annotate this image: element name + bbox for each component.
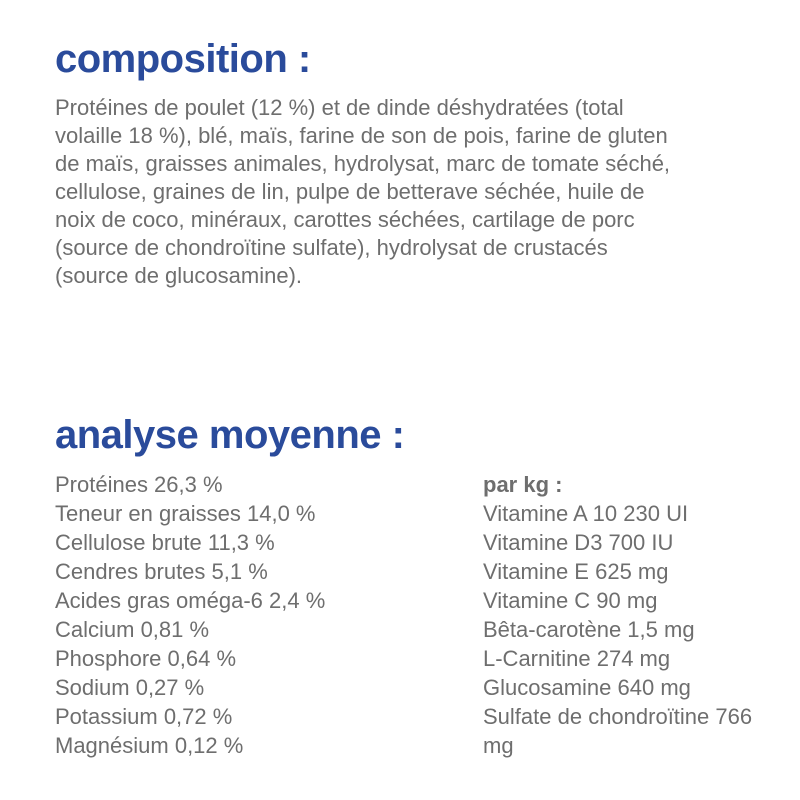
composition-line: de maïs, graisses animales, hydrolysat, marc de tomate séché, — [55, 151, 671, 176]
analysis-nutrient-item: Cellulose brute 11,3 % — [55, 530, 275, 555]
analysis-vitamin-item: Vitamine A 10 230 UI — [483, 501, 689, 526]
composition-line: (source de chondroïtine sulfate), hydrolysat de crustacés — [55, 235, 608, 260]
analysis-nutrient-item: Phosphore 0,64 % — [55, 646, 237, 671]
analysis-right-column — [483, 470, 783, 760]
analysis-nutrient-item: Protéines 26,3 % — [55, 472, 223, 497]
analysis-vitamin-item: Sulfate de chondroïtine 766 mg — [483, 704, 753, 758]
analysis-vitamin-item: Vitamine C 90 mg — [483, 588, 658, 613]
analysis-nutrient-item: Acides gras oméga-6 2,4 % — [55, 588, 326, 613]
analysis-columns — [55, 470, 772, 760]
analysis-vitamin-item: Glucosamine 640 mg — [483, 675, 691, 700]
analysis-right-items — [483, 499, 783, 760]
analysis-vitamin-item: Bêta-carotène 1,5 mg — [483, 617, 695, 642]
composition-heading: composition : — [55, 37, 311, 81]
composition-ingredients-text — [55, 94, 772, 290]
analysis-heading: analyse moyenne : — [55, 413, 405, 457]
composition-line: (source de glucosamine). — [55, 263, 303, 288]
analysis-vitamin-item: L-Carnitine 274 mg — [483, 646, 671, 671]
composition-line: Protéines de poulet (12 %) et de dinde déshydratées (total — [55, 95, 624, 120]
analysis-nutrient-item: Potassium 0,72 % — [55, 704, 233, 729]
analysis-nutrient-item: Magnésium 0,12 % — [55, 733, 244, 758]
analysis-nutrient-item: Teneur en graisses 14,0 % — [55, 501, 316, 526]
analysis-nutrient-item: Calcium 0,81 % — [55, 617, 210, 642]
analysis-section — [55, 412, 772, 760]
composition-line: noix de coco, minéraux, carottes séchées, cartilage de porc — [55, 207, 635, 232]
analysis-vitamin-item: Vitamine E 625 mg — [483, 559, 669, 584]
analysis-nutrient-item: Cendres brutes 5,1 % — [55, 559, 268, 584]
composition-line: cellulose, graines de lin, pulpe de betterave séchée, huile de — [55, 179, 645, 204]
analysis-left-column — [55, 470, 483, 760]
composition-section — [55, 36, 772, 290]
composition-line: volaille 18 %), blé, maïs, farine de son de pois, farine de gluten — [55, 123, 668, 148]
analysis-nutrient-item: Sodium 0,27 % — [55, 675, 205, 700]
analysis-vitamin-item: Vitamine D3 700 IU — [483, 530, 674, 555]
per-kg-label: par kg : — [483, 472, 563, 497]
